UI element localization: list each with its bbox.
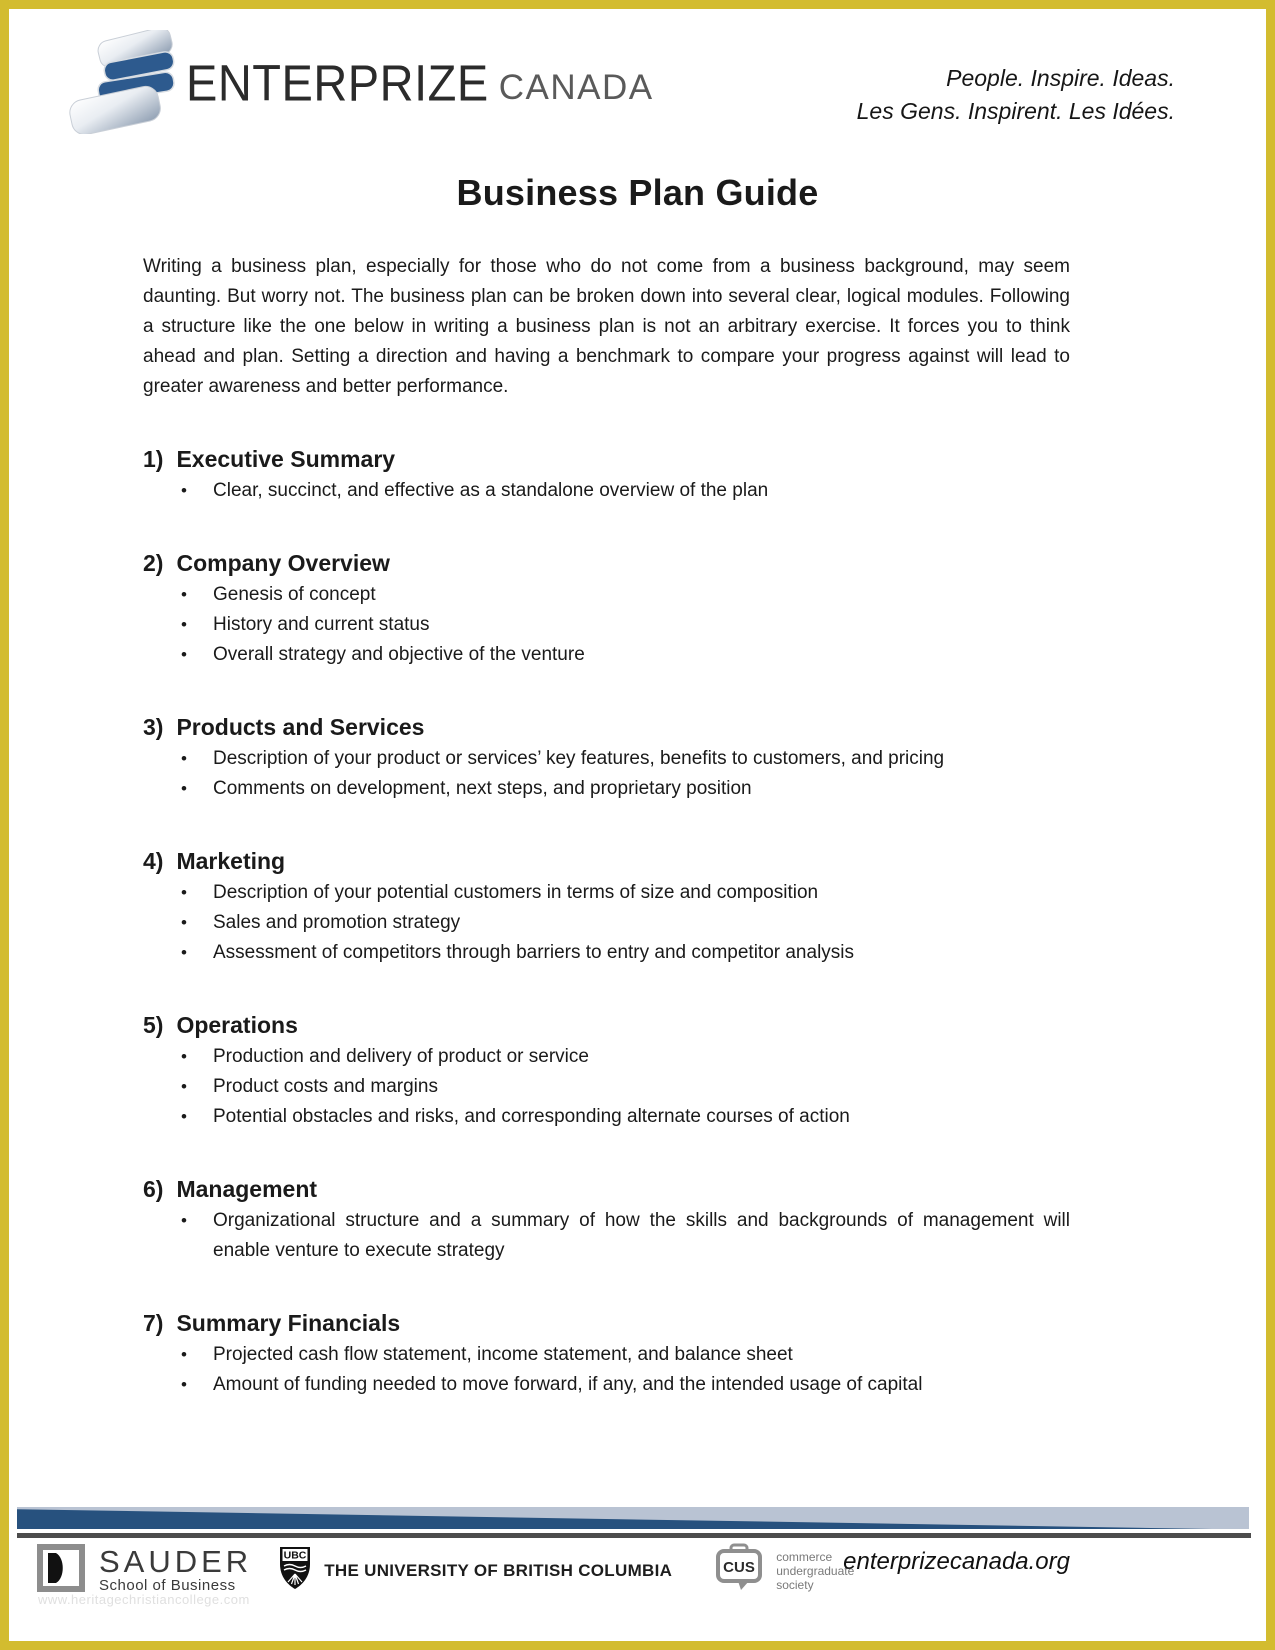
- watermark-text: www.heritagechristiancollege.com: [38, 1592, 250, 1607]
- sauder-text: [99, 1544, 253, 1594]
- sauder-logo: [37, 1544, 252, 1597]
- svg-text:UBC: UBC: [283, 1549, 307, 1562]
- bullet-text: Clear, succinct, and effective as a standalone overview of the plan: [213, 480, 769, 501]
- bullet-text: Description of your product or services’ key features, benefits to customers, and pricing: [213, 748, 945, 769]
- bullet-dot-icon: •: [181, 645, 187, 664]
- tagline: [857, 62, 1175, 128]
- bullet-dot-icon: •: [181, 1047, 187, 1066]
- bullet-dot-icon: •: [181, 913, 187, 932]
- bullet-item: [143, 774, 1070, 804]
- section-title: Executive Summary: [176, 446, 396, 472]
- section-bullets: [143, 476, 1070, 506]
- section-title: Marketing: [176, 848, 286, 874]
- svg-text:CUS: CUS: [723, 1559, 756, 1576]
- bullet-dot-icon: •: [181, 883, 187, 902]
- guide-section: [143, 1173, 1070, 1266]
- cus-line2: undergraduate: [776, 1563, 855, 1578]
- guide-section: [143, 711, 1070, 804]
- section-heading: [143, 845, 1070, 877]
- section-heading: [143, 1009, 1070, 1041]
- cus-briefcase-icon: [714, 1543, 764, 1598]
- sauder-door-icon: [37, 1544, 85, 1597]
- ubc-name: THE UNIVERSITY OF BRITISH COLUMBIA: [324, 1560, 673, 1580]
- bullet-item: [143, 938, 1070, 968]
- bullet-item: [143, 580, 1070, 610]
- sauder-name: SAUDER: [99, 1544, 253, 1579]
- website-url: enterprizecanada.org: [843, 1548, 1070, 1575]
- section-number: 1): [143, 446, 164, 472]
- bullet-dot-icon: •: [181, 1375, 187, 1394]
- bullet-item: [143, 1206, 1070, 1266]
- tagline-fr: Les Gens. Inspirent. Les Idées.: [856, 98, 1175, 124]
- cus-line3: society: [776, 1577, 814, 1592]
- section-bullets: [143, 1340, 1070, 1400]
- section-number: 2): [143, 550, 164, 576]
- bullet-text: History and current status: [213, 614, 430, 635]
- bullet-item: [143, 640, 1070, 670]
- bullet-text: Product costs and margins: [213, 1076, 438, 1097]
- bullet-text: Comments on development, next steps, and proprietary position: [213, 778, 752, 799]
- brand-name: ENTERPRIZE: [186, 53, 489, 111]
- cus-logo: [714, 1543, 854, 1598]
- bullet-text: Genesis of concept: [213, 584, 376, 605]
- bullet-text: Description of your potential customers in terms of size and composition: [213, 882, 819, 903]
- section-title: Company Overview: [176, 550, 390, 576]
- brand-region: CANADA: [498, 67, 654, 107]
- tagline-en: People. Inspire. Ideas.: [946, 65, 1175, 91]
- footer-band: [17, 1507, 1249, 1529]
- bullet-dot-icon: •: [181, 749, 187, 768]
- enterprize-logo-icon: [68, 30, 178, 134]
- intro-paragraph: Writing a business plan, especially for those who do not come from a business background, may seem daunting. But worry not. The business plan can be broken down into several clear, logical modules. Following a structure like the one below in writing a business plan is not an arbitrary exercise. It forces you to think ahead and plan. Setting a direction and having a benchmark to compare your progress against will lead to greater awareness and better performance.: [143, 256, 1070, 397]
- sections: [143, 443, 1070, 1400]
- section-bullets: [143, 1206, 1070, 1266]
- page-title: Business Plan Guide: [456, 172, 819, 213]
- bullet-item: [143, 1340, 1070, 1370]
- section-heading: [143, 1173, 1070, 1205]
- header: [68, 30, 1175, 134]
- cus-line1: commerce: [776, 1549, 833, 1564]
- bullet-item: [143, 878, 1070, 908]
- brand-logo: [68, 30, 654, 134]
- bullet-dot-icon: •: [181, 1077, 187, 1096]
- section-bullets: [143, 580, 1070, 670]
- footer-logos: [37, 1543, 854, 1598]
- bullet-dot-icon: •: [181, 585, 187, 604]
- section-number: 5): [143, 1012, 164, 1038]
- bullet-item: [143, 1042, 1070, 1072]
- bullet-text: Overall strategy and objective of the venture: [213, 644, 585, 665]
- guide-section: [143, 547, 1070, 670]
- bullet-item: [143, 1102, 1070, 1132]
- guide-section: [143, 443, 1070, 506]
- bullet-dot-icon: •: [181, 1107, 187, 1126]
- bullet-item: [143, 908, 1070, 938]
- section-number: 3): [143, 714, 164, 740]
- bullet-item: [143, 744, 1070, 774]
- bullet-text: Assessment of competitors through barriers to entry and competitor analysis: [213, 942, 855, 963]
- bullet-item: [143, 476, 1070, 506]
- bullet-dot-icon: •: [181, 615, 187, 634]
- section-number: 4): [143, 848, 164, 874]
- section-bullets: [143, 878, 1070, 968]
- section-title: Products and Services: [176, 714, 425, 740]
- footer-rule: [17, 1533, 1251, 1538]
- bullet-text: Projected cash flow statement, income statement, and balance sheet: [213, 1344, 793, 1365]
- bullet-dot-icon: •: [181, 481, 187, 500]
- section-number: 7): [143, 1310, 164, 1336]
- bullet-dot-icon: •: [181, 1345, 187, 1364]
- bullet-text: Organizational structure and a summary of how the skills and backgrounds of management will enable venture to execute strategy: [213, 1210, 1070, 1261]
- ubc-crest-icon: [278, 1545, 312, 1596]
- section-heading: [143, 711, 1070, 743]
- guide-section: [143, 1009, 1070, 1132]
- bullet-item: [143, 610, 1070, 640]
- bullet-item: [143, 1370, 1070, 1400]
- brand-wordmark: [186, 55, 654, 110]
- bullet-text: Sales and promotion strategy: [213, 912, 461, 933]
- sauder-subtitle: School of Business: [99, 1577, 236, 1594]
- section-heading: [143, 1307, 1070, 1339]
- bullet-dot-icon: •: [181, 779, 187, 798]
- footer-wedge: [17, 1507, 1249, 1529]
- guide-section: [143, 845, 1070, 968]
- ubc-logo: [278, 1545, 672, 1596]
- section-bullets: [143, 744, 1070, 804]
- guide-section: [143, 1307, 1070, 1400]
- bullet-text: Amount of funding needed to move forward, if any, and the intended usage of capital: [213, 1374, 923, 1395]
- bullet-dot-icon: •: [181, 1211, 187, 1230]
- document-body: [143, 252, 1070, 1400]
- section-bullets: [143, 1042, 1070, 1132]
- bullet-text: Production and delivery of product or service: [213, 1046, 589, 1067]
- section-title: Summary Financials: [176, 1310, 401, 1336]
- bullet-text: Potential obstacles and risks, and corresponding alternate courses of action: [213, 1106, 850, 1127]
- bullet-dot-icon: •: [181, 943, 187, 962]
- section-number: 6): [143, 1176, 164, 1202]
- section-heading: [143, 547, 1070, 579]
- section-heading: [143, 443, 1070, 475]
- bullet-item: [143, 1072, 1070, 1102]
- section-title: Operations: [176, 1012, 298, 1038]
- section-title: Management: [176, 1176, 318, 1202]
